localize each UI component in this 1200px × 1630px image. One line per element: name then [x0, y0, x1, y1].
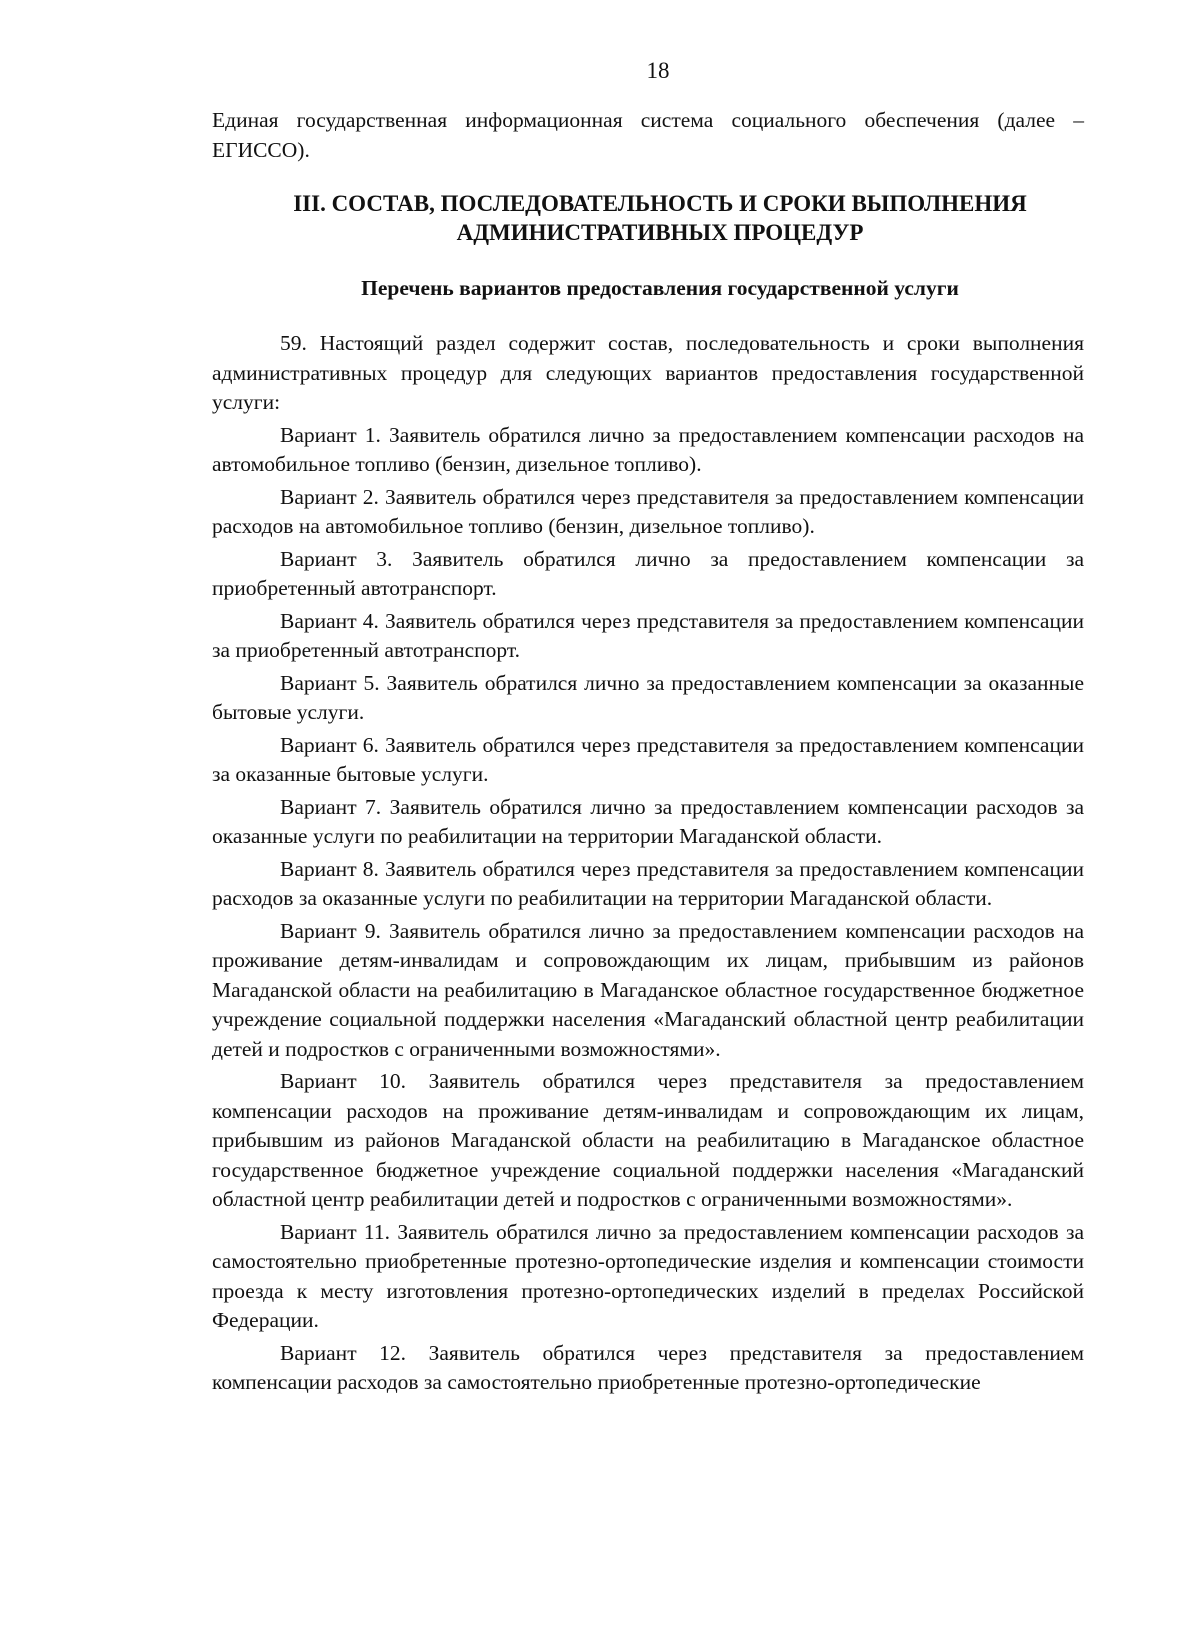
paragraph-59: 59. Настоящий раздел содержит состав, последовательность и сроки выполнения административных процедур для следующих вариантов предоставления государственной услуги:	[212, 331, 1084, 414]
page-number: 18	[646, 58, 670, 83]
variant-9: Вариант 9. Заявитель обратился лично за предоставлением компенсации расходов на проживание детям-инвалидам и сопровождающим их лицам, прибывшим из районов Магаданской области на реабилитацию в Магаданское областное государственное бюджетное учреждение социальной поддержки населения «Магаданский областной центр реабилитации детей и подростков с ограниченными возможностями».	[212, 918, 1084, 1061]
section-title-line-2: АДМИНИСТРАТИВНЫХ ПРОЦЕДУР	[456, 220, 864, 245]
document-page	[212, 56, 1084, 1596]
variant-3: Вариант 3. Заявитель обратился лично за предоставлением компенсации за приобретенный автотранспорт.	[212, 546, 1084, 600]
section-title-line-1: III. СОСТАВ, ПОСЛЕДОВАТЕЛЬНОСТЬ И СРОКИ ВЫПОЛНЕНИЯ	[293, 191, 1027, 216]
variant-6: Вариант 6. Заявитель обратился через представителя за предоставлением компенсации за оказанные бытовые услуги.	[212, 732, 1084, 786]
variant-12: Вариант 12. Заявитель обратился через представителя за предоставлением компенсации расходов за самостоятельно приобретенные протезно-ортопедические	[212, 1340, 1084, 1394]
variant-5: Вариант 5. Заявитель обратился лично за предоставлением компенсации за оказанные бытовые услуги.	[212, 670, 1084, 724]
variant-11: Вариант 11. Заявитель обратился лично за предоставлением компенсации расходов за самостоятельно приобретенные протезно-ортопедические изделия и компенсации стоимости проезда к месту изготовления протезно-ортопедических изделий в пределах Российской Федерации.	[212, 1219, 1084, 1332]
section-title	[236, 189, 1084, 247]
variant-7: Вариант 7. Заявитель обратился лично за предоставлением компенсации расходов за оказанные услуги по реабилитации на территории Магаданской области.	[212, 794, 1084, 848]
section-subtitle: Перечень вариантов предоставления государственной услуги	[361, 276, 959, 300]
variant-4: Вариант 4. Заявитель обратился через представителя за предоставлением компенсации за приобретенный автотранспорт.	[212, 608, 1084, 662]
variant-2: Вариант 2. Заявитель обратился через представителя за предоставлением компенсации расходов на автомобильное топливо (бензин, дизельное топливо).	[212, 484, 1084, 538]
variant-8: Вариант 8. Заявитель обратился через представителя за предоставлением компенсации расходов за оказанные услуги по реабилитации на территории Магаданской области.	[212, 856, 1084, 910]
variant-1: Вариант 1. Заявитель обратился лично за предоставлением компенсации расходов на автомобильное топливо (бензин, дизельное топливо).	[212, 422, 1084, 476]
variant-10: Вариант 10. Заявитель обратился через представителя за предоставлением компенсации расходов на проживание детям-инвалидам и сопровождающим их лицам, прибывшим из районов Магаданской области на реабилитацию в Магаданское областное государственное бюджетное учреждение социальной поддержки населения «Магаданский областной центр реабилитации детей и подростков с ограниченными возможностями».	[212, 1069, 1084, 1211]
intro-paragraph: Единая государственная информационная система социального обеспечения (далее – ЕГИССО).	[212, 108, 1084, 162]
